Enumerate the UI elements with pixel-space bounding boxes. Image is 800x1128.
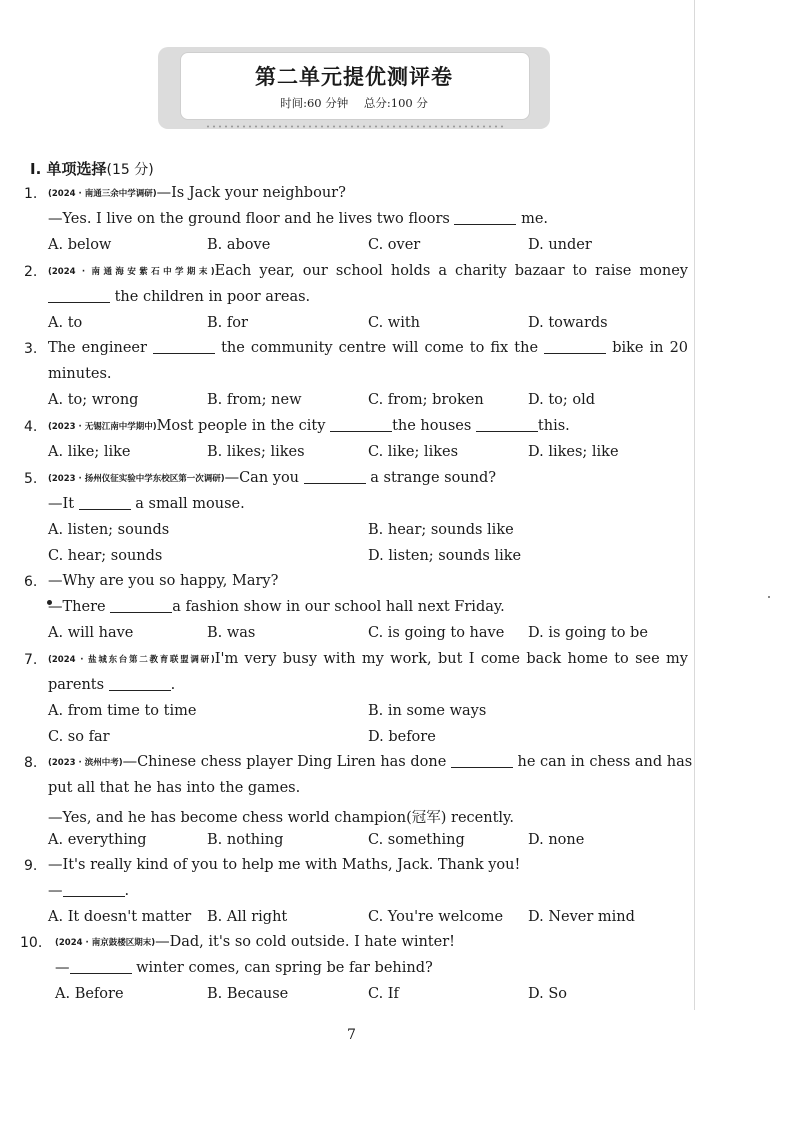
- question-line: (2024 · 南通三余中学调研)—Is Jack your neighbour?: [48, 185, 346, 201]
- option-a[interactable]: A. everything: [48, 832, 147, 848]
- question-line: (2024 · 南京鼓楼区期末)—Dad, it's so cold outside. I hate winter!: [55, 934, 455, 950]
- answer-blank[interactable]: [454, 212, 516, 225]
- answer-blank[interactable]: [304, 471, 366, 484]
- option-b[interactable]: B. likes; likes: [207, 444, 305, 460]
- option-a[interactable]: A. listen; sounds: [48, 522, 170, 538]
- question-line: parents .: [48, 677, 176, 693]
- answer-blank[interactable]: [153, 341, 215, 354]
- option-d[interactable]: D. likes; like: [528, 444, 619, 460]
- option-b[interactable]: B. above: [207, 237, 271, 253]
- answer-blank[interactable]: [79, 497, 131, 510]
- question-line: —Why are you so happy, Mary?: [48, 573, 279, 589]
- question-line: —Yes, and he has become chess world champion(冠军) recently.: [48, 810, 514, 826]
- question-line: the children in poor areas.: [48, 289, 310, 305]
- question-line: —Yes. I live on the ground floor and he lives two floors me.: [48, 211, 549, 227]
- option-a[interactable]: A. from time to time: [48, 703, 197, 719]
- option-d[interactable]: D. under: [528, 237, 592, 253]
- page-number: 7: [347, 1027, 356, 1043]
- question-source: (2024 · 南通三余中学调研): [48, 189, 157, 199]
- answer-blank[interactable]: [48, 290, 110, 303]
- question-line: —There a fashion show in our school hall next Friday.: [48, 599, 505, 615]
- question-line: —It's really kind of you to help me with Maths, Jack. Thank you!: [48, 857, 521, 873]
- question-source: (2024 · 南通海安紫石中学期末): [48, 267, 215, 277]
- option-c[interactable]: C. something: [368, 832, 465, 848]
- option-d[interactable]: D. listen; sounds like: [368, 548, 522, 564]
- question-number: 2.: [24, 264, 38, 280]
- question-line: (2023 · 滨州中考)—Chinese chess player Ding Liren has done he can in chess and has: [48, 754, 693, 770]
- question-number: 5.: [24, 471, 38, 487]
- question-line: (2024 · 南通海安紫石中学期末)Each year, our school holds a charity bazaar to raise money: [48, 263, 688, 279]
- answer-blank[interactable]: [110, 600, 172, 613]
- question-line: (2024 · 盐城东台第二教育联盟调研)I'm very busy with my work, but I come back home to see my: [48, 651, 688, 667]
- exam-info: [180, 95, 528, 111]
- option-c[interactable]: C. hear; sounds: [48, 548, 163, 564]
- option-a[interactable]: A. to: [48, 315, 83, 331]
- option-c[interactable]: C. so far: [48, 729, 110, 745]
- option-a[interactable]: A. like; like: [48, 444, 131, 460]
- question-number: 3.: [24, 341, 38, 357]
- question-number: 9.: [24, 858, 38, 874]
- section-points: (15 分): [106, 162, 154, 178]
- option-a[interactable]: A. to; wrong: [48, 392, 139, 408]
- option-d[interactable]: D. is going to be: [528, 625, 648, 641]
- section-heading: [30, 158, 154, 179]
- option-b[interactable]: B. nothing: [207, 832, 284, 848]
- option-d[interactable]: D. So: [528, 986, 567, 1002]
- question-source: (2024 · 南京鼓楼区期末): [55, 938, 156, 948]
- section-label: Ⅰ. 单项选择: [30, 160, 107, 178]
- question-number: 8.: [24, 755, 38, 771]
- question-source: (2023 · 无锡江南中学期中): [48, 422, 157, 432]
- option-d[interactable]: D. towards: [528, 315, 608, 331]
- question-line: (2023 · 无锡江南中学期中)Most people in the city the houses this.: [48, 418, 570, 434]
- page-title: 第二单元提优测评卷: [255, 65, 453, 89]
- answer-blank[interactable]: [63, 884, 125, 897]
- question-number: 6.: [24, 574, 38, 590]
- question-source: (2023 · 滨州中考): [48, 758, 123, 768]
- page-edge-line: [694, 0, 695, 1010]
- question-line: minutes.: [48, 366, 112, 382]
- option-a[interactable]: A. Before: [55, 986, 124, 1002]
- option-a[interactable]: A. will have: [48, 625, 134, 641]
- scan-speck: [768, 596, 770, 598]
- option-b[interactable]: B. for: [207, 315, 248, 331]
- option-d[interactable]: D. none: [528, 832, 585, 848]
- answer-blank[interactable]: [476, 419, 538, 432]
- question-number: 10.: [20, 935, 43, 951]
- question-line: —It a small mouse.: [48, 496, 245, 512]
- option-b[interactable]: B. All right: [207, 909, 288, 925]
- option-a[interactable]: A. below: [48, 237, 112, 253]
- option-b[interactable]: B. was: [207, 625, 256, 641]
- question-number: 4.: [24, 419, 38, 435]
- option-c[interactable]: C. If: [368, 986, 399, 1002]
- option-c[interactable]: C. You're welcome: [368, 909, 504, 925]
- option-a[interactable]: A. It doesn't matter: [48, 909, 192, 925]
- option-b[interactable]: B. hear; sounds like: [368, 522, 514, 538]
- option-b[interactable]: B. in some ways: [368, 703, 487, 719]
- option-c[interactable]: C. from; broken: [368, 392, 484, 408]
- option-d[interactable]: D. to; old: [528, 392, 596, 408]
- option-b[interactable]: B. from; new: [207, 392, 302, 408]
- option-d[interactable]: D. Never mind: [528, 909, 635, 925]
- question-source: (2023 · 扬州仪征实验中学东校区第一次调研): [48, 474, 225, 484]
- question-line: put all that he has into the games.: [48, 780, 301, 796]
- option-c[interactable]: C. is going to have: [368, 625, 505, 641]
- question-line: The engineer the community centre will come to fix the bike in 20: [48, 340, 689, 356]
- total-score: 总分:100 分: [363, 96, 428, 110]
- question-line: — .: [48, 883, 130, 899]
- option-c[interactable]: C. over: [368, 237, 421, 253]
- question-line: — winter comes, can spring be far behind?: [55, 960, 433, 976]
- answer-blank[interactable]: [451, 755, 513, 768]
- question-number: 7.: [24, 652, 38, 668]
- option-b[interactable]: B. Because: [207, 986, 289, 1002]
- option-c[interactable]: C. with: [368, 315, 421, 331]
- question-line: (2023 · 扬州仪征实验中学东校区第一次调研)—Can you a strange sound?: [48, 470, 497, 486]
- question-number: 1.: [24, 186, 38, 202]
- option-c[interactable]: C. like; likes: [368, 444, 459, 460]
- answer-blank[interactable]: [70, 961, 132, 974]
- header-dotted-divider: [205, 125, 505, 128]
- option-d[interactable]: D. before: [368, 729, 436, 745]
- question-source: (2024 · 盐城东台第二教育联盟调研): [48, 655, 215, 665]
- answer-blank[interactable]: [330, 419, 392, 432]
- answer-blank[interactable]: [109, 678, 171, 691]
- time-limit: 时间:60 分钟: [280, 96, 349, 110]
- answer-blank[interactable]: [544, 341, 606, 354]
